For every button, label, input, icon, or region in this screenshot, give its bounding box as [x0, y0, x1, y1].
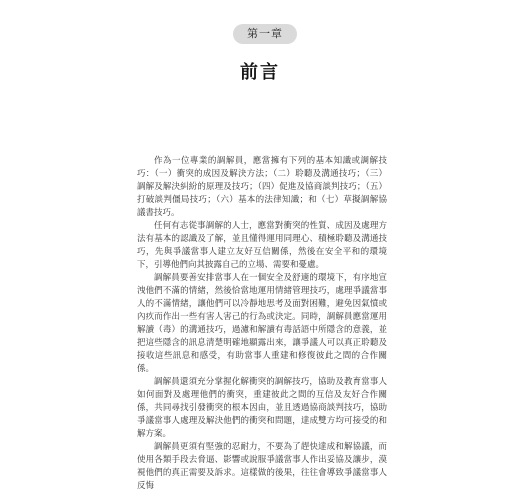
paragraph-2: 任何有志從事調解的人士，應當對衝突的性質、成因及處理方法有基本的認識及了解，並且懂得運用同理心、積極聆聽及溝通技巧，先與爭議當事人建立友好互信關係，然後在安全平和的環境下，引導他們向其披露自己的立場、需要和憂慮。 [137, 221, 387, 270]
paragraph-3: 調解員要善安排當事人在一個安全及舒適的環境下，有序地宣洩他們不滿的情緒，然後恰當地運用情緒管理技巧，處理爭議當事人的不滿情緒，讓他們可以冷靜地思考及面對困難，避免因氣憤或內疚而作出一些有害人害己的行為或決定。同時，調解員應當運用解讀（毒）的溝通技巧，過濾和解讀有毒話語中所隱含的意義，並把這些隱含的訊息清楚明確地顯露出來，讓爭議人可以真正聆聽及接收這些訊息和感受，有助當事人重建和修復彼此之間的合作關係。 [137, 273, 387, 374]
body-text [137, 155, 387, 493]
paragraph-4: 調解員還須充分掌握化解衝突的調解技巧，協助及教育當事人如何面對及處理他們的衝突，重建彼此之間的互信及友好合作關係，共同尋找引發衝突的根本因由，並且透過協商談判技巧，協助爭議當事人處理及解決他們的衝突和問題，達成雙方均可接受的和解方案。 [137, 377, 387, 439]
paragraph-5: 調解員更須有堅強的忍耐力，不要為了趕快達成和解協議，而使用各類手段去脅逼、影響或說服爭議當事人作出妥協及讓步，漠視他們的真正需要及訴求。這樣做的後果，往往會導致爭議當事人反悔 [137, 442, 387, 491]
paragraph-1: 作為一位專業的調解員，應當擁有下列的基本知識或調解技巧：（一）衝突的成因及解決方法；（二）聆聽及溝通技巧；（三）調解及解決糾紛的原理及技巧；（四）促進及協商談判技巧；（五）打破談判僵局技巧；（六）基本的法律知識；和（七）草擬調解協議書技巧。 [137, 156, 387, 218]
page-title: 前言 [240, 62, 280, 83]
chapter-badge: 第一章 [233, 24, 297, 44]
